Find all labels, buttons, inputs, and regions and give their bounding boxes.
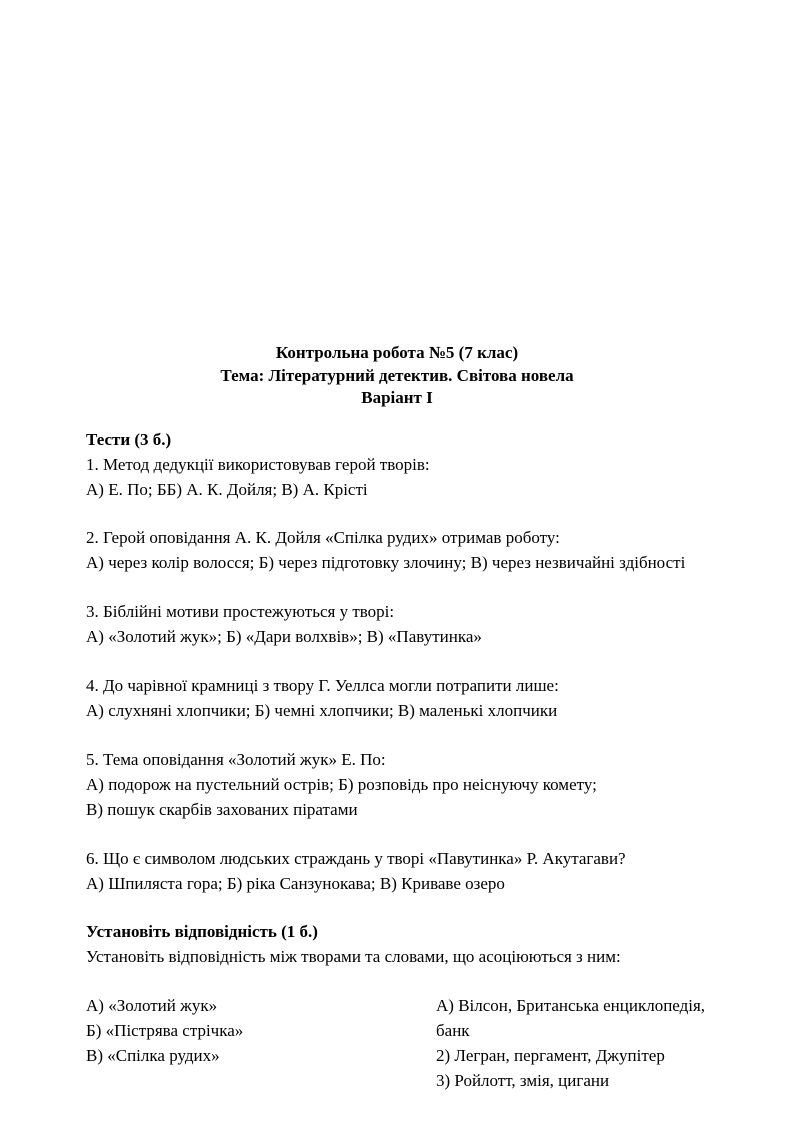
tests-heading: Тести (3 б.) — [86, 430, 172, 449]
question-1: 1. Метод дедукції використовував герой творів: — [86, 455, 430, 474]
matching-left-item: А) «Золотий жук» — [86, 996, 218, 1015]
document-topic: Тема: Літературний детектив. Світова новела — [220, 366, 574, 385]
question-6: 6. Що є символом людських страждань у творі «Павутинка» Р. Акутагави? — [86, 849, 626, 868]
answers-4: А) слухняні хлопчики; Б) чемні хлопчики; В) маленькі хлопчики — [86, 701, 558, 720]
answers-5-cont: В) пошук скарбів захованих піратами — [86, 800, 358, 819]
answers-3: А) «Золотий жук»; Б) «Дари волхвів»; В) «Павутинка» — [86, 627, 482, 646]
matching-heading: Установіть відповідність (1 б.) — [86, 922, 318, 941]
question-3: 3. Біблійні мотиви простежуються у творі: — [86, 602, 395, 621]
document-variant: Варіант І — [361, 388, 433, 407]
matching-right-item: А) Вілсон, Британська енциклопедія, — [436, 996, 706, 1015]
matching-right-item: банк — [436, 1021, 470, 1040]
matching-left-item: В) «Спілка рудих» — [86, 1046, 220, 1065]
question-4: 4. До чарівної крамниці з твору Г. Уеллса могли потрапити лише: — [86, 676, 559, 695]
answers-5: А) подорож на пустельний острів; Б) розповідь про неіснуючу комету; — [86, 775, 597, 794]
matching-right-item: 2) Легран, пергамент, Джупітер — [436, 1046, 665, 1065]
answers-2: А) через колір волосся; Б) через підготовку злочину; В) через незвичайні здібності — [86, 553, 686, 572]
matching-instruction: Установіть відповідність між творами та словами, що асоціюються з ним: — [86, 947, 621, 966]
answers-6: А) Шпиляста гора; Б) ріка Санзунокава; В) Криваве озеро — [86, 874, 505, 893]
document-title: Контрольна робота №5 (7 клас) — [275, 343, 519, 362]
question-2: 2. Герой оповідання А. К. Дойля «Спілка рудих» отримав роботу: — [86, 528, 560, 547]
answers-1: А) Е. По; ББ) А. К. Дойля; В) А. Крісті — [86, 480, 368, 499]
question-5: 5. Тема оповідання «Золотий жук» Е. По: — [86, 750, 386, 769]
matching-left-item: Б) «Пістрява стрічка» — [86, 1021, 244, 1040]
matching-right-item: 3) Ройлотт, змія, цигани — [436, 1071, 610, 1090]
